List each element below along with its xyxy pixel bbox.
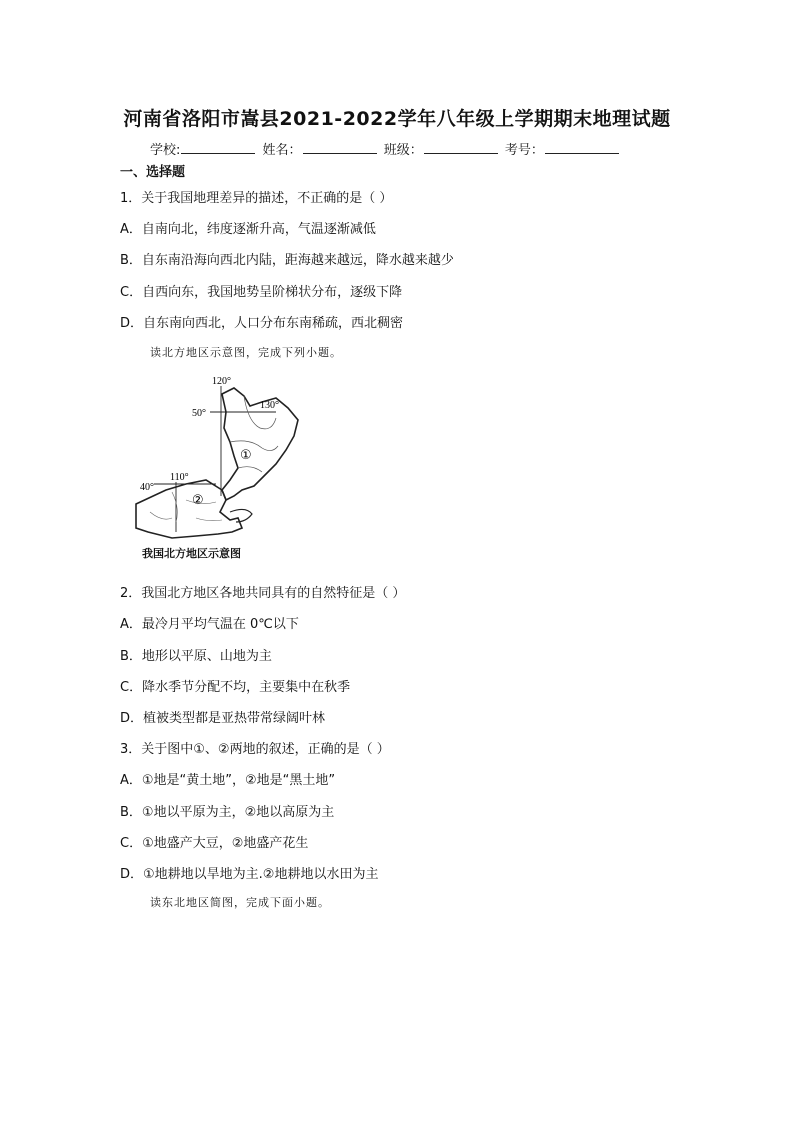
q1-option-d: D．自东南向西北，人口分布东南稀疏，西北稠密 <box>120 316 404 331</box>
class-blank[interactable] <box>424 141 498 154</box>
north-china-map <box>126 372 306 560</box>
lon-110-label: 110° <box>170 472 189 483</box>
page-title: 河南省洛阳市嵩县2021-2022学年八年级上学期期末地理试题 <box>123 108 671 130</box>
q2-option-c: C．降水季节分配不均，主要集中在秋季 <box>120 680 351 695</box>
north-china-boundaries <box>150 492 222 522</box>
q3-option-d: D．①地耕地以旱地为主.②地耕地以水田为主 <box>120 867 379 882</box>
map-caption: 我国北方地区示意图 <box>142 547 241 560</box>
q3-stem: 3．关于图中①、②两地的叙述，正确的是（ ） <box>120 742 390 757</box>
q1-option-c: C．自西向东，我国地势呈阶梯状分布，逐级下降 <box>120 285 403 300</box>
q2-option-b: B．地形以平原、山地为主 <box>120 649 272 664</box>
lat-50-label: 50° <box>192 408 206 419</box>
lon-130-label: 130° <box>260 400 279 411</box>
q2-stem: 2．我国北方地区各地共同具有的自然特征是（ ） <box>120 586 406 601</box>
section-heading: 一、选择题 <box>120 165 186 180</box>
name-label: 姓名： <box>262 143 302 158</box>
lon-120-label: 120° <box>212 376 231 387</box>
q3-option-c: C．①地盛产大豆，②地盛产花生 <box>120 836 309 851</box>
school-label: 学校: <box>150 143 181 158</box>
q3-option-b: B．①地以平原为主，②地以高原为主 <box>120 805 335 820</box>
number-label: 考号： <box>504 143 544 158</box>
q2-option-a: A．最冷月平均气温在 0℃以下 <box>120 617 299 632</box>
class-label: 班级： <box>383 143 423 158</box>
q3-option-a: A．①地是“黄土地”，②地是“黑土地” <box>120 773 336 788</box>
school-blank[interactable] <box>181 141 255 154</box>
q1-stem: 1．关于我国地理差异的描述，不正确的是（ ） <box>120 191 393 206</box>
q2-option-d: D．植被类型都是亚热带常绿阔叶林 <box>120 711 326 726</box>
name-blank[interactable] <box>303 141 377 154</box>
reading-instruction-1: 读北方地区示意图，完成下列小题。 <box>150 346 342 359</box>
lat-40-label: 40° <box>140 482 154 493</box>
marker-2: ② <box>192 493 204 508</box>
number-blank[interactable] <box>545 141 619 154</box>
q1-option-b: B．自东南沿海向西北内陆，距海越来越远，降水越来越少 <box>120 253 454 268</box>
reading-instruction-2: 读东北地区简图，完成下面小题。 <box>150 896 330 909</box>
student-info-line <box>150 139 622 158</box>
peninsula-outline <box>230 509 252 522</box>
q1-option-a: A．自南向北，纬度逐渐升高，气温逐渐减低 <box>120 222 376 237</box>
marker-1: ① <box>240 448 252 463</box>
